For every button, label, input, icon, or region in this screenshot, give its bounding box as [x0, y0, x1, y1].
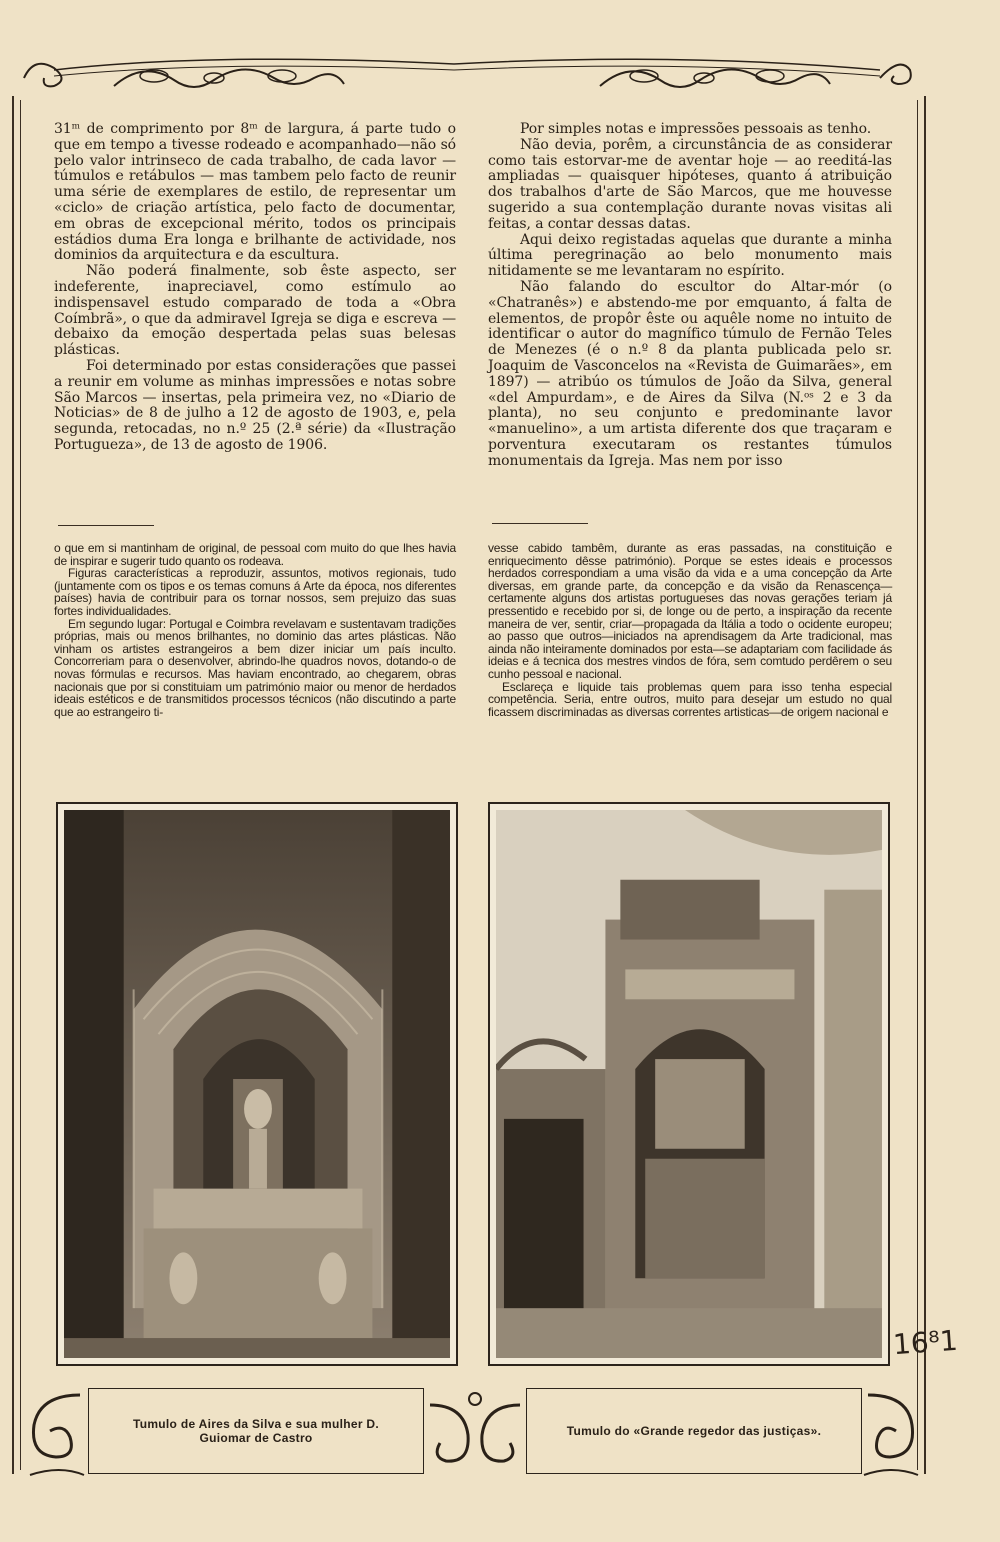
caption-left: [88, 1388, 424, 1474]
handwritten-page-number: 16⁸1: [891, 1323, 959, 1362]
caption-right-text: Tumulo do «Grande regedor das justiças».: [566, 1424, 822, 1438]
paragraph: 31ᵐ de comprimento por 8ᵐ de largura, á parte tudo o que em tempo a tivesse rodeado e acompanhado—não só pelo valor intrinseco de cada trabalho, de cada lavor — túmulos e retábulos — mas tambem pelo facto de reunir uma série de exemplares de estilo, de representar um «ciclo» de criação artística, pelo facto de documentar, em obras de excepcional mérito, todos os principais estádios duma Era longa e brilhante de actividade, nos dominios da arquitectura e da escultura.: [54, 121, 456, 264]
paragraph: Foi determinado por estas considerações que passei a reunir em volume as minhas impressões e notas sobre São Marcos — insertas, pela primeira vez, no «Diario de Noticias» de 8 de julho a 12 de agosto de 1903, e, pela segunda, retocadas, no n.º 25 (2.ª série) da «Ilustração Portugueza», de 13 de agosto de 1906.: [54, 357, 456, 453]
left-column: [54, 122, 456, 454]
footnote-rule-left: [58, 525, 154, 526]
paragraph: Por simples notas e impressões pessoais as tenho.: [520, 121, 872, 137]
footnote-paragraph: vesse cabido tambêm, durante as eras passadas, na constituição e enriquecimento dêsse património). Porque se estes ideais e processos herdados correspondiam a uma visão da vida e a uma concepção da Arte diversas, em grande parte, da concepção e da visão da Renascença—certamente alguns dos artistas portugueses das novas gerações teriam já pressentido e recebido por si, de longe ou de perto, a inspiração da recente maneira de ver, sentir, criar—propagada da Itália a todo o ocidente europeu; ao passo que outros—iniciados na aprendisagem da Arte tradicional, mas ainda não inteiramente dominados por esta—se adaptariam com facilidade ás ideias e á tecnica dos mestres vindos de fóra, sem comtudo perdêrem o seu cunho pessoal e nacional.: [488, 541, 892, 681]
caption-right: [526, 1388, 862, 1474]
photo-tomb-grande-regedor: [488, 802, 890, 1366]
caption-left-text: Tumulo de Aires da Silva e sua mulher D. Guiomar de Castro: [132, 1417, 380, 1445]
paragraph: Não poderá finalmente, sob êste aspecto, ser indeferente, inapreciavel, como estímulo ao indispensavel estudo comparado de toda a «Obra Coímbrã», o que da admiravel Igreja se diga e escreva — debaixo da emoção despertada pelas suas belesas plásticas.: [54, 263, 456, 359]
footnote-left: [54, 542, 456, 718]
photo-tomb-aires-da-silva: [56, 802, 458, 1366]
right-column: [488, 122, 892, 470]
tomb-illustration-right: [496, 810, 882, 1358]
scroll-ornament-right: [862, 1385, 922, 1480]
footnote-paragraph: Figuras características a reproduzir, assuntos, motivos regionais, tudo (juntamente com os tipos e os temas comuns á Arte da época, nos diferentes países) havia de contribuir para os tornar nossos, sem prejuizo das suas fortes individualidades.: [54, 566, 456, 618]
paragraph: Aqui deixo registadas aquelas que durante a minha última peregrinação ao belo monumento mais nitidamente se me levantaram no espírito.: [488, 231, 892, 280]
footnote-right: [488, 542, 892, 718]
scroll-ornament-left: [20, 1385, 90, 1480]
top-ornament: [14, 48, 920, 98]
footnote-paragraph: o que em si mantinham de original, de pessoal com muito do que lhes havia de inspirar e sugerir tudo quanto os rodeava.: [54, 541, 456, 568]
footnote-paragraph: Em segundo lugar: Portugal e Coimbra revelavam e sustentavam tradições próprias, mais ou menos brilhantes, no dominio das artes plásticas. Não vinham os artistes estrangeiros a bem dizer iniciar um país inculto. Concorreriam para o desenvolver, abrindo-lhe quadros novos, dotando-o de novas fórmulas e recursos. Mas haviam encontrado, ao chegarem, obras nacionais que por si constituiam um património maior ou menor de herdados ideais estéticos e de transmitidos processos técnicos (não discutindo a parte que ao estrangeiro ti-: [54, 616, 456, 719]
tomb-illustration-left: [64, 810, 450, 1358]
footnote-paragraph: Esclareça e liquide tais problemas quem para isso tenha especial competência. Seria, entre outros, muito para desejar um estudo no qual ficassem discriminadas as diversas correntes artisticas—de origem nacional e: [488, 679, 892, 719]
footnote-rule-right: [492, 523, 588, 524]
scroll-ornament-center: [424, 1385, 526, 1480]
paragraph: Não devia, porêm, a circunstância de as considerar como tais estorvar-me de aventar hoje — ao reeditá-las ampliadas — quaisquer hipóteses, quanto á atribuição dos trabalhos d'arte de São Marcos, que me houvesse sugerido a sua contemplação durante novas visitas ali feitas, a contar dessas datas.: [488, 136, 892, 232]
paragraph: Não falando do escultor do Altar-mór (o «Chatranês») e abstendo-me por emquanto, á falta de elementos, de propôr êste ou aquêle nome no intuito de identificar o autor do magnífico túmulo de Fernão Teles de Menezes (é o n.º 8 da planta publicada pelo sr. Joaquim de Vasconcelos na «Revista de Guimarães», em 1897) — atribúo os túmulos de João da Silva, general «del Ampurdam», e de Aires da Silva (N.ᵒˢ 2 e 3 da planta), no seu conjunto e predominante lavor «manuelino», a um artista diferente dos que traçaram e porventura executaram os restantes túmulos monumentais da Igreja. Mas nem por isso: [488, 278, 892, 469]
